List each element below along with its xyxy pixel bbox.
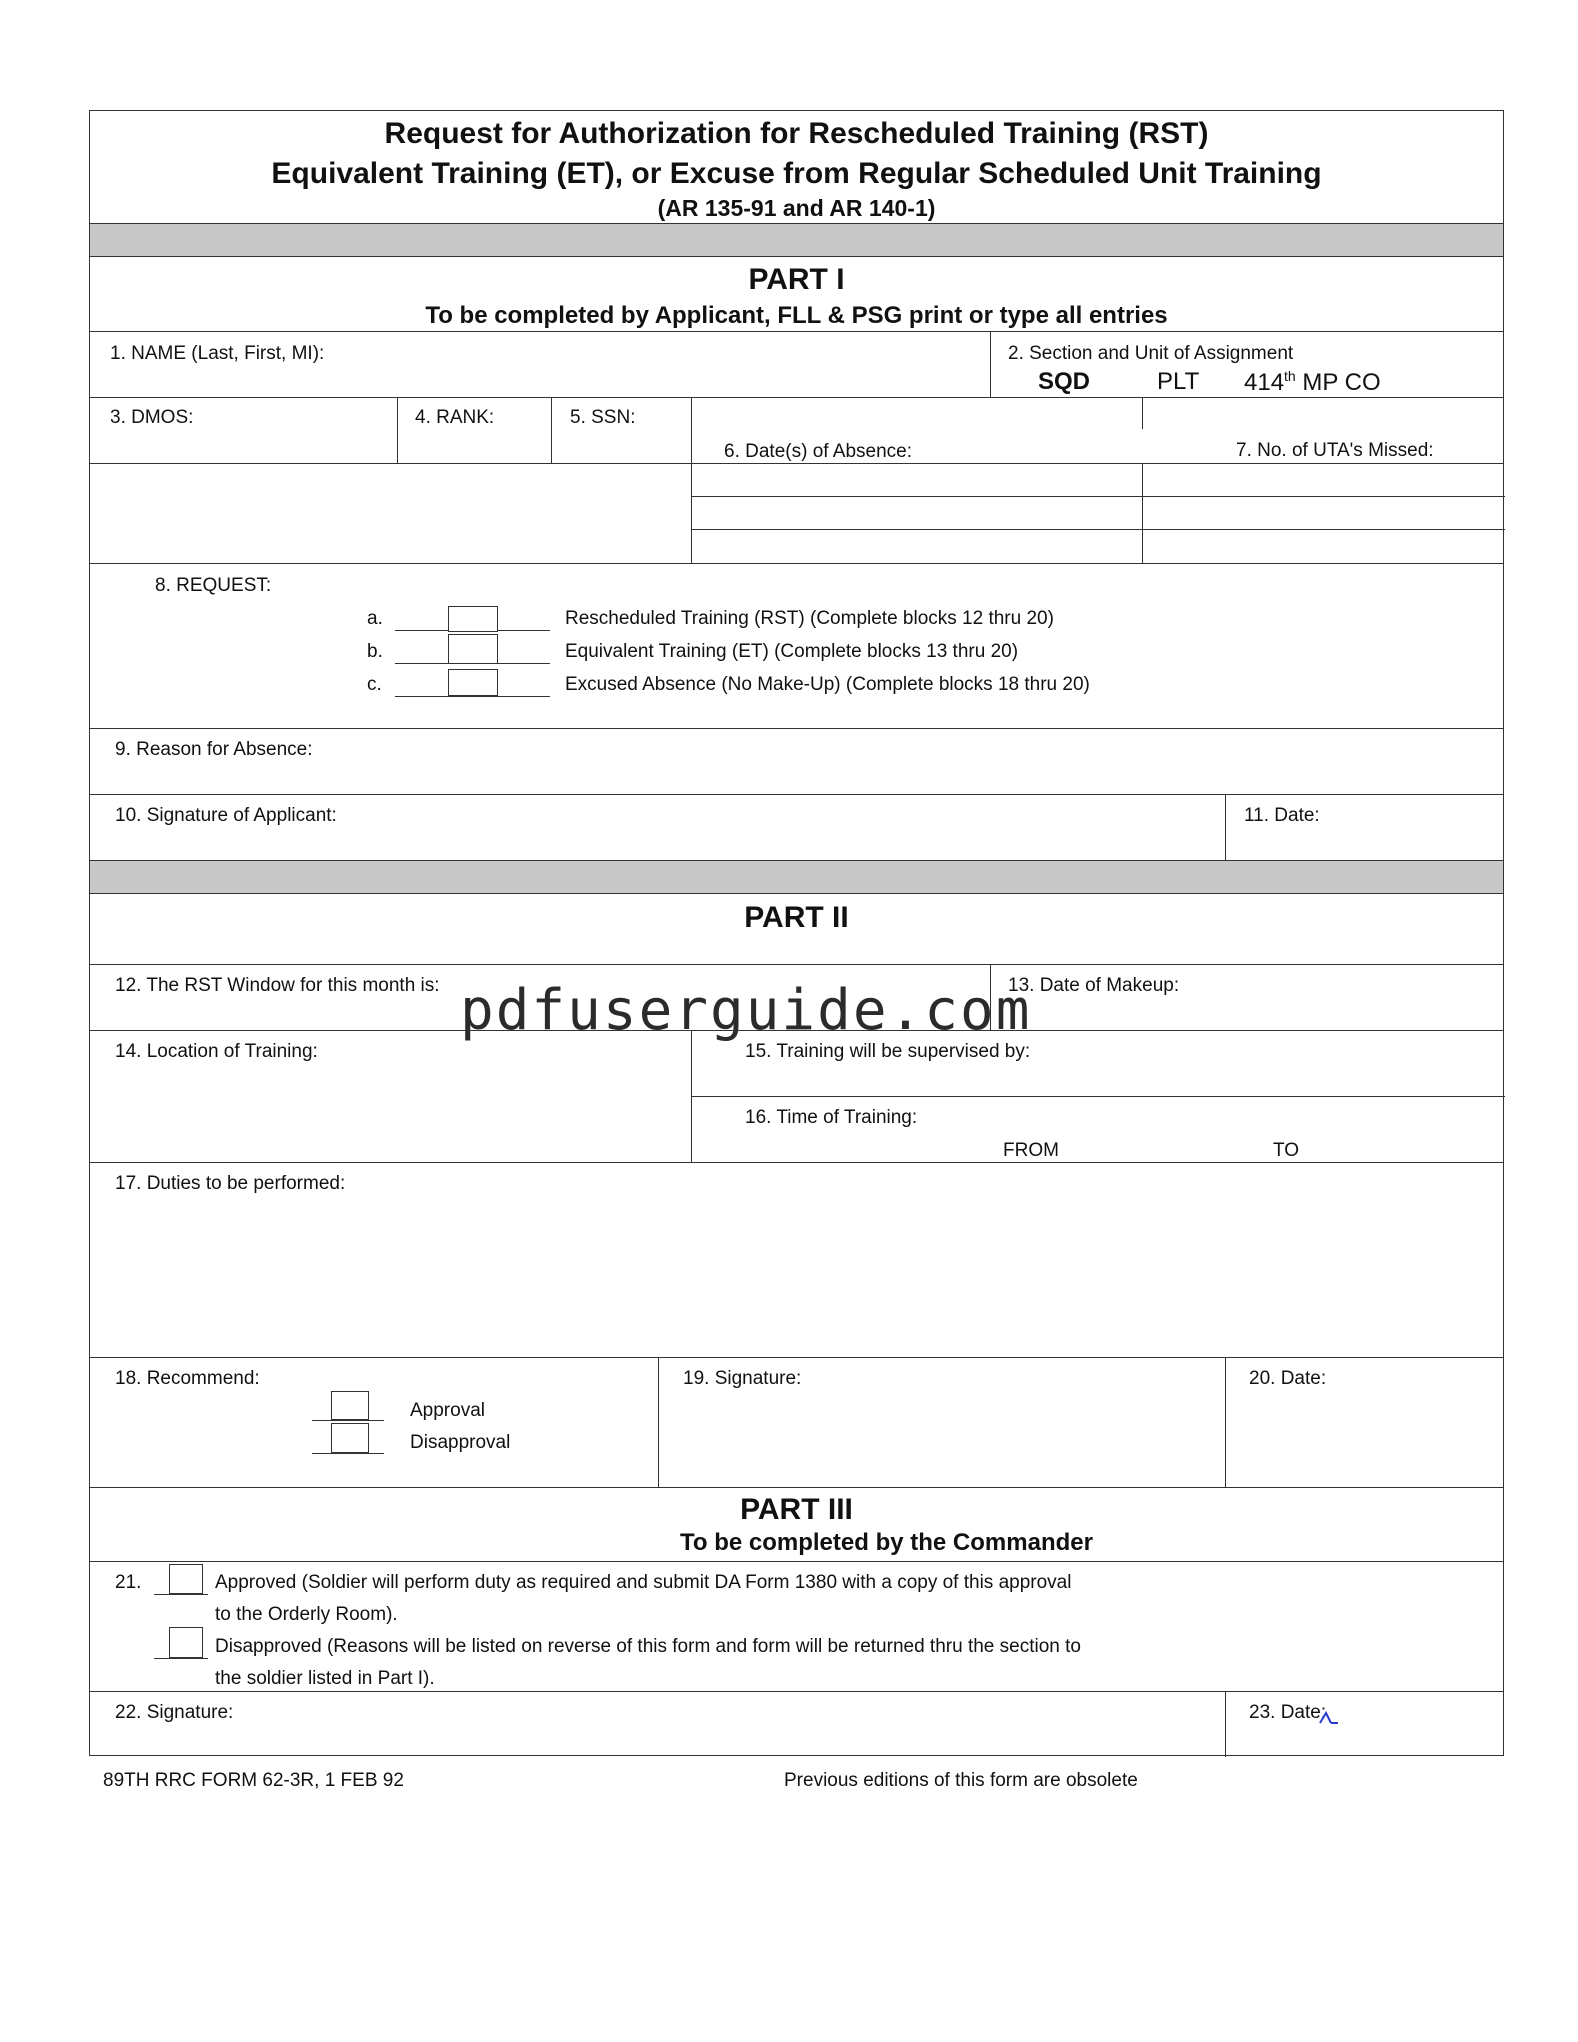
et-checkbox[interactable]	[448, 634, 498, 664]
unit-number: 414	[1244, 369, 1285, 396]
disapproval-text: Disapproval	[410, 1432, 511, 1453]
part1-title: PART I	[748, 263, 845, 296]
unit-name: MP CO	[1295, 369, 1381, 396]
time-to-label: TO	[1273, 1140, 1300, 1161]
ssn-label: 5. SSN:	[570, 407, 636, 428]
item21-number: 21.	[115, 1572, 142, 1593]
unit-assignment-value	[1244, 368, 1381, 397]
reason-label: 9. Reason for Absence:	[115, 739, 313, 760]
recommend-label: 18. Recommend:	[115, 1368, 260, 1389]
part3-subtitle: To be completed by the Commander	[680, 1529, 1093, 1556]
option-a-letter: a.	[367, 608, 383, 629]
unit-ordinal: th	[1284, 368, 1296, 384]
section-unit-label: 2. Section and Unit of Assignment	[1008, 343, 1294, 364]
approved-text-line1: Approved (Soldier will perform duty as required and submit DA Form 1380 with a copy of this approval	[215, 1572, 1072, 1593]
name-label: 1. NAME (Last, First, MI):	[110, 343, 325, 364]
obsolete-note-footer: Previous editions of this form are obsolete	[784, 1770, 1138, 1791]
commander-date-label: 23. Date:	[1249, 1702, 1327, 1723]
part3-title: PART III	[740, 1493, 853, 1526]
applicant-signature-label: 10. Signature of Applicant:	[115, 805, 337, 826]
utas-missed-label: 7. No. of UTA's Missed:	[1236, 440, 1434, 461]
approval-text: Approval	[410, 1400, 485, 1421]
form-title-line3: (AR 135-91 and AR 140-1)	[657, 195, 936, 221]
rank-label: 4. RANK:	[415, 407, 495, 428]
approval-checkbox[interactable]	[331, 1391, 369, 1420]
option-b-letter: b.	[367, 641, 383, 662]
disapproval-checkbox[interactable]	[331, 1423, 369, 1453]
form-title-line2: Equivalent Training (ET), or Excuse from Regular Scheduled Unit Training	[271, 157, 1322, 190]
time-label: 16. Time of Training:	[745, 1107, 918, 1128]
disapproved-text-line2: the soldier listed in Part I).	[215, 1668, 435, 1689]
excused-checkbox[interactable]	[448, 669, 498, 696]
location-label: 14. Location of Training:	[115, 1041, 318, 1062]
request-label: 8. REQUEST:	[155, 575, 272, 596]
time-from-label: FROM	[1003, 1140, 1059, 1161]
recommend-date-label: 20. Date:	[1249, 1368, 1327, 1389]
rst-window-label: 12. The RST Window for this month is:	[115, 975, 440, 996]
form-title-line1: Request for Authorization for Rescheduled Training (RST)	[384, 117, 1209, 150]
gray-divider-band	[90, 861, 1503, 893]
part2-title: PART II	[744, 901, 849, 934]
duties-label: 17. Duties to be performed:	[115, 1173, 346, 1194]
disapproved-text-line1: Disapproved (Reasons will be listed on reverse of this form and form will be returned thru the section to	[215, 1636, 1081, 1657]
supervised-label: 15. Training will be supervised by:	[745, 1041, 1031, 1062]
sqd-text: SQD	[1038, 368, 1091, 395]
plt-text: PLT	[1157, 368, 1200, 395]
makeup-date-label: 13. Date of Makeup:	[1008, 975, 1180, 996]
applicant-date-label: 11. Date:	[1244, 805, 1320, 826]
recommend-signature-label: 19. Signature:	[683, 1368, 802, 1389]
dates-absence-label: 6. Date(s) of Absence:	[724, 441, 912, 462]
approved-text-line2: to the Orderly Room).	[215, 1604, 398, 1625]
option-c-letter: c.	[367, 674, 382, 695]
gray-divider-band	[90, 224, 1503, 256]
form-id-footer: 89TH RRC FORM 62-3R, 1 FEB 92	[103, 1770, 404, 1791]
rst-request-form	[89, 110, 1504, 1756]
dmos-label: 3. DMOS:	[110, 407, 194, 428]
commander-approved-checkbox[interactable]	[169, 1564, 203, 1594]
watermark-text: pdfuserguide.com	[460, 978, 1032, 1043]
option-c-text: Excused Absence (No Make-Up) (Complete blocks 18 thru 20)	[565, 674, 1090, 695]
commander-signature-label: 22. Signature:	[115, 1702, 234, 1723]
rst-checkbox[interactable]	[448, 606, 498, 632]
option-b-text: Equivalent Training (ET) (Complete blocks 13 thru 20)	[565, 641, 1019, 662]
commander-disapproved-checkbox[interactable]	[169, 1627, 203, 1658]
cursor-mark-icon	[1318, 1709, 1340, 1725]
option-a-text: Rescheduled Training (RST) (Complete blocks 12 thru 20)	[565, 608, 1054, 629]
part1-subtitle: To be completed by Applicant, FLL & PSG print or type all entries	[425, 302, 1168, 329]
